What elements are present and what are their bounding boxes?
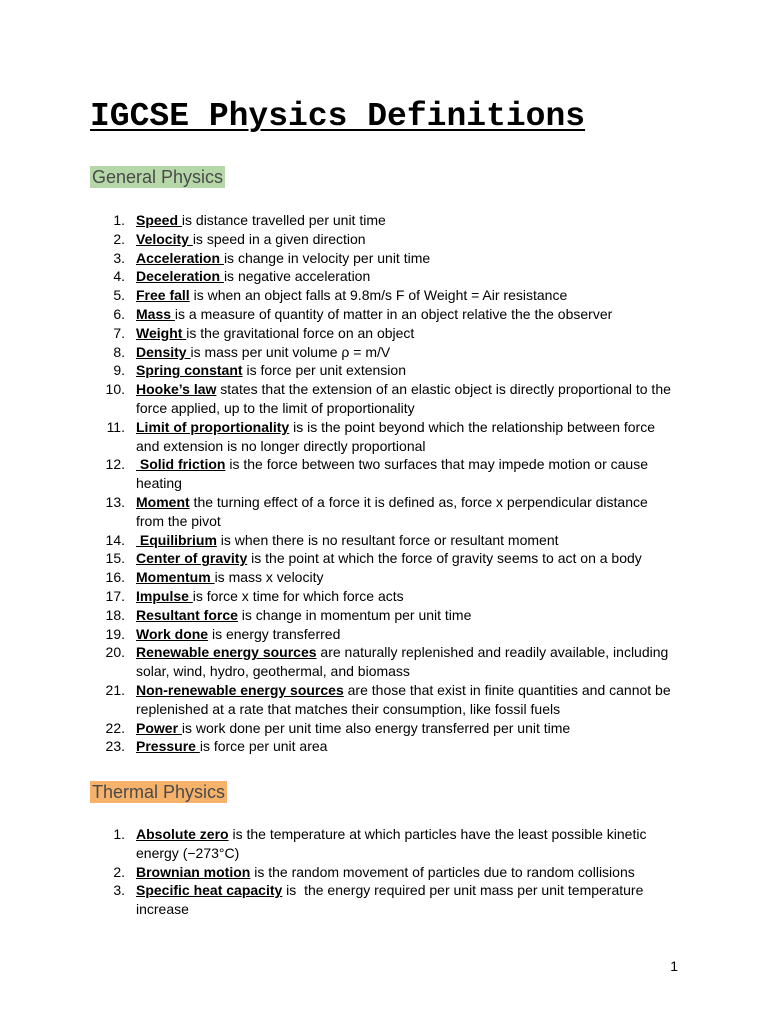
list-number: 15. xyxy=(105,550,125,567)
definition-item xyxy=(0,863,676,882)
section-heading-general-physics: General Physics xyxy=(92,167,224,187)
definition-text: is the energy required per unit mass per unit temperature increase xyxy=(136,882,648,918)
definition-text: is negative acceleration xyxy=(223,268,371,285)
list-number: 19. xyxy=(105,625,125,642)
definition-term: Work done xyxy=(136,625,209,642)
list-number: 18. xyxy=(105,606,125,623)
definition-term: Impulse xyxy=(136,587,193,604)
definition-text: is the gravitational force on an object xyxy=(186,324,415,341)
section-heading-thermal-physics: Thermal Physics xyxy=(92,782,226,802)
definition-term: Resultant force xyxy=(136,606,238,623)
definition-term: Spring constant xyxy=(136,362,243,379)
definition-term: Deceleration xyxy=(136,268,224,285)
definition-text: is the temperature at which particles have the least possible kinetic energy (−273°C) xyxy=(136,826,651,861)
definition-text: are those that exist in finite quantities and cannot be replenished at a rate that matches their consumption, like fossil fuels xyxy=(136,681,675,717)
list-number: 16. xyxy=(105,569,125,586)
definition-text: is energy transferred xyxy=(208,625,341,642)
definition-term: Weight xyxy=(136,324,187,341)
definition-text: is force per unit area xyxy=(199,738,328,755)
definition-text: is mass x velocity xyxy=(214,569,324,586)
definition-item xyxy=(0,625,676,644)
thermal-physics-definitions xyxy=(0,825,676,919)
list-number: 20. xyxy=(105,644,125,661)
list-number: 5. xyxy=(113,287,125,304)
definition-term: Limit of proportionality xyxy=(136,418,290,435)
definition-text: is force x time for which force acts xyxy=(192,587,404,604)
definition-text: the turning effect of a force it is defined as, force x perpendicular distance from the pivot xyxy=(136,493,652,529)
definition-term: Specific heat capacity xyxy=(136,882,283,899)
definition-item xyxy=(0,719,676,738)
list-number: 11. xyxy=(106,418,125,435)
definition-term: Solid friction xyxy=(136,456,226,473)
definition-term: Absolute zero xyxy=(136,826,229,842)
definition-item xyxy=(0,267,676,286)
definition-item xyxy=(0,737,676,756)
general-physics-definitions xyxy=(0,211,676,756)
definition-term: Acceleration xyxy=(136,249,224,266)
definition-item xyxy=(0,211,676,230)
list-number: 3. xyxy=(113,249,125,266)
definition-term: Velocity xyxy=(136,230,193,247)
definition-item xyxy=(0,286,676,305)
definition-text: is work done per unit time also energy transferred per unit time xyxy=(181,719,571,736)
page-number: 1 xyxy=(670,958,678,974)
definition-text: is the point at which the force of gravity seems to act on a body xyxy=(247,550,642,567)
definition-text: states that the extension of an elastic object is directly proportional to the force applied, up to the limit of proportionality xyxy=(136,381,675,416)
definition-text: is the random movement of particles due to random collisions xyxy=(250,863,635,880)
definition-item xyxy=(0,324,676,343)
definition-term: Momentum xyxy=(136,569,215,586)
definition-term: Density xyxy=(136,343,191,360)
definition-text: is a measure of quantity of matter in an object relative the the observer xyxy=(174,305,613,322)
definition-item xyxy=(0,493,676,531)
definition-term: Center of gravity xyxy=(136,550,248,567)
definition-text: is distance travelled per unit time xyxy=(181,212,386,228)
definition-term: Mass xyxy=(136,305,175,322)
list-number: 1. xyxy=(113,212,125,228)
definition-item xyxy=(0,455,676,493)
definition-item xyxy=(0,343,676,362)
list-number: 3. xyxy=(113,882,125,899)
definition-item xyxy=(0,568,676,587)
definition-item xyxy=(0,549,676,568)
definition-text: is force per unit extension xyxy=(242,362,406,379)
definition-item xyxy=(0,825,676,863)
definition-text: is the force between two surfaces that may impede motion or cause heating xyxy=(136,456,652,492)
definition-item xyxy=(0,587,676,606)
definition-term: Power xyxy=(136,719,182,736)
definition-item xyxy=(0,606,676,625)
list-number: 2. xyxy=(113,230,125,247)
definition-term: Moment xyxy=(136,493,190,510)
definition-term: Non-renewable energy sources xyxy=(136,681,344,698)
definition-item xyxy=(0,230,676,249)
list-number: 10. xyxy=(105,381,125,398)
definition-text: is speed in a given direction xyxy=(192,230,366,247)
definition-term: Equilibrium xyxy=(136,531,217,548)
list-number: 12. xyxy=(105,456,125,473)
definition-item xyxy=(0,418,676,456)
definition-term: Pressure xyxy=(136,738,200,755)
definition-text: are naturally replenished and readily available, including solar, wind, hydro, geothermal, and biomass xyxy=(136,644,673,680)
list-number: 9. xyxy=(113,362,125,379)
definition-item xyxy=(0,249,676,268)
list-number: 2. xyxy=(113,863,125,880)
list-number: 23. xyxy=(105,738,125,755)
list-number: 7. xyxy=(113,324,125,341)
list-number: 4. xyxy=(113,268,125,285)
list-number: 14. xyxy=(105,531,125,548)
list-number: 13. xyxy=(105,493,125,510)
document-title: IGCSE Physics Definitions xyxy=(90,98,586,135)
definition-item xyxy=(0,881,676,919)
definition-item xyxy=(0,531,676,550)
definition-text: is mass per unit volume ρ = m/V xyxy=(190,343,391,360)
definition-text: is is the point beyond which the relationship between force and extension is no longer directly proportional xyxy=(136,418,659,454)
definition-item xyxy=(0,643,676,681)
definition-term: Renewable energy sources xyxy=(136,644,317,661)
definition-term: Brownian motion xyxy=(136,863,251,880)
definition-text: is when there is no resultant force or resultant moment xyxy=(216,531,559,548)
definition-item xyxy=(0,380,676,418)
list-number: 21. xyxy=(105,681,125,698)
list-number: 6. xyxy=(113,305,125,322)
definition-text: is change in momentum per unit time xyxy=(237,606,472,623)
definition-term: Speed xyxy=(136,212,182,228)
definition-text: is when an object falls at 9.8m/s F of Weight = Air resistance xyxy=(189,287,568,304)
list-number: 22. xyxy=(105,719,125,736)
list-number: 1. xyxy=(113,826,125,842)
list-number: 8. xyxy=(113,343,125,360)
definition-item xyxy=(0,361,676,380)
definition-item xyxy=(0,305,676,324)
definition-term: Free fall xyxy=(136,287,190,304)
definition-text: is change in velocity per unit time xyxy=(223,249,431,266)
definition-term: Hooke’s law xyxy=(136,381,217,398)
definition-item xyxy=(0,681,676,719)
list-number: 17. xyxy=(105,587,125,604)
